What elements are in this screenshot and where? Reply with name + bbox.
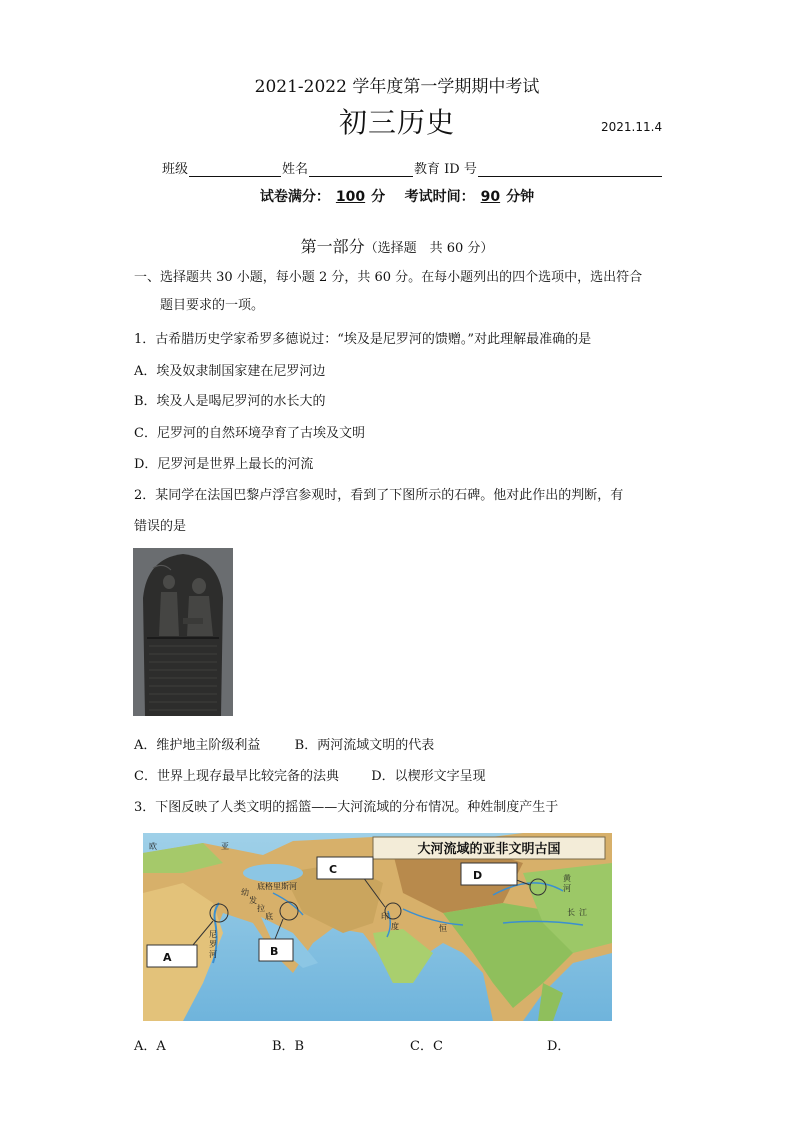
time-prefix: 考试时间： — [404, 189, 475, 205]
map-place-luo: 罗 — [209, 940, 217, 949]
question-2-options-row-1 — [134, 734, 434, 753]
score-value: 100 — [335, 189, 366, 205]
part-title-main: 第一部分 — [300, 237, 365, 256]
question-1-option-b[interactable]: B．埃及人是喝尼罗河的水长大的 — [134, 394, 326, 409]
question-2-option-a[interactable]: A．维护地主阶级利益 — [134, 738, 261, 753]
part-subtitle: （选择题 共 60 分） — [364, 241, 494, 256]
class-field[interactable] — [189, 162, 281, 177]
question-3-option-b[interactable]: B．B — [272, 1039, 305, 1054]
time-unit: 分钟 — [506, 189, 535, 205]
question-2-option-c[interactable]: C．世界上现存最早比较完备的法典 — [134, 769, 339, 784]
question-3-option-a[interactable]: A．A — [134, 1039, 166, 1054]
score-unit: 分 — [371, 189, 386, 205]
score-prefix: 试卷满分： — [259, 189, 330, 205]
map-place-europe: 欧 — [149, 842, 157, 851]
map-place-huang: 黄 — [563, 874, 571, 883]
id-field[interactable] — [478, 162, 662, 177]
map-label-a: A — [163, 951, 172, 964]
map-place-asia: 亚 — [221, 842, 229, 851]
name-field[interactable] — [309, 162, 413, 177]
question-1-option-d[interactable]: D．尼罗河是世界上最长的河流 — [134, 457, 314, 472]
map-place-heng: 恒 — [439, 924, 447, 933]
question-3-option-d[interactable]: D． — [547, 1039, 571, 1054]
map-place-he: 河 — [209, 950, 217, 959]
code-of-hammurabi-stele-image — [133, 548, 233, 716]
question-2-stem-line-1: 2．某同学在法国巴黎卢浮宫参观时，看到了下图所示的石碑。他对此作出的判断，有 — [134, 488, 624, 503]
exam-title: 2021-2022 学年度第一学期期中考试 — [254, 77, 540, 97]
map-place-du: 度 — [391, 922, 399, 931]
instruction-line-2: 题目要求的一项。 — [160, 298, 265, 313]
question-3-option-c[interactable]: C．C — [410, 1039, 443, 1054]
name-label: 姓名 — [282, 162, 309, 177]
map-place-he2: 河 — [563, 884, 571, 893]
map-place-chang: 长 — [567, 908, 575, 917]
question-2-stem-line-2: 错误的是 — [134, 519, 187, 534]
subject-title: 初三历史 — [338, 106, 455, 139]
question-2-option-d[interactable]: D．以楔形文字呈现 — [371, 769, 486, 784]
student-info-row — [162, 158, 663, 177]
map-label-b: B — [270, 945, 279, 958]
map-label-d: D — [473, 869, 483, 882]
map-place-la: 拉 — [257, 904, 265, 913]
map-label-c: C — [329, 863, 338, 876]
river-civilizations-map — [143, 833, 612, 1021]
id-label: 教育 ID 号 — [414, 162, 477, 177]
map-place-tigris: 底格里斯河 — [257, 882, 297, 891]
map-place-di: 底 — [265, 912, 273, 921]
time-value: 90 — [480, 189, 501, 205]
question-3-stem: 3．下图反映了人类文明的摇篮——大河流域的分布情况。种姓制度产生于 — [134, 800, 559, 815]
class-label: 班级 — [162, 162, 189, 177]
question-1-stem: 1．古希腊历史学家希罗多德说过：“埃及是尼罗河的馈赠。”对此理解最准确的是 — [134, 332, 592, 347]
question-2-option-b[interactable]: B．两河流域文明的代表 — [294, 738, 435, 753]
map-place-you: 幼 — [241, 888, 249, 897]
map-place-ni: 尼 — [209, 930, 217, 939]
question-1-option-c[interactable]: C．尼罗河的自然环境孕育了古埃及文明 — [134, 426, 365, 441]
instruction-line-1: 一、选择题共 30 小题，每小题 2 分，共 60 分。在每小题列出的四个选项中，选出符合 — [134, 270, 643, 285]
map-place-jiang: 江 — [579, 908, 587, 917]
part-title — [0, 234, 794, 257]
exam-date: 2021.11.4 — [601, 120, 663, 134]
map-title: 大河流域的亚非文明古国 — [417, 842, 561, 857]
question-2-options-row-2 — [134, 765, 486, 784]
map-place-yin: 印 — [381, 912, 389, 921]
score-time-row — [0, 186, 794, 206]
map-place-fa: 发 — [249, 896, 257, 905]
question-1-option-a[interactable]: A．埃及奴隶制国家建在尼罗河边 — [134, 364, 326, 379]
